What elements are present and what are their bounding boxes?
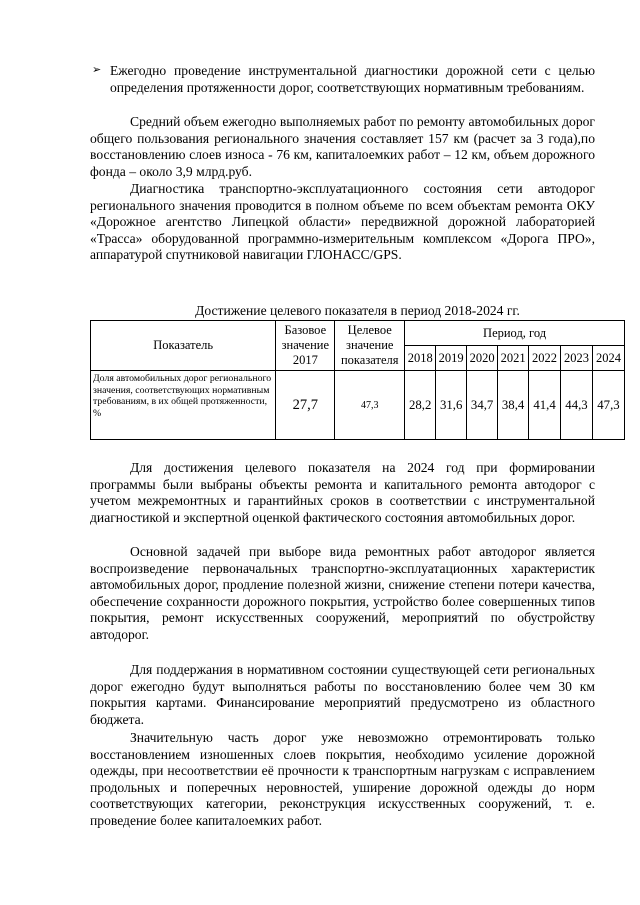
target-value: 47,3	[335, 371, 405, 440]
header-year: 2023	[561, 346, 593, 371]
header-year: 2021	[498, 346, 529, 371]
header-indicator: Показатель	[91, 321, 276, 371]
table-row	[91, 371, 625, 440]
year-value: 31,6	[436, 371, 467, 440]
header-period: Период, год	[405, 321, 625, 346]
arrow-bullet-icon: ➢	[92, 64, 102, 76]
header-year: 2022	[529, 346, 561, 371]
paragraph-maintenance: Для поддержания в нормативном состоянии существующей сети региональных дорог ежегодно будут выполняться работы по восстановлению более чем 30 км покрытия картами. Финансирование мероприятий предусмотрено из областного бюджета.	[90, 662, 595, 727]
header-base: Базовое значение 2017	[276, 321, 335, 371]
base-value: 27,7	[276, 371, 335, 440]
year-value: 44,3	[561, 371, 593, 440]
year-value: 47,3	[592, 371, 624, 440]
year-value: 34,7	[467, 371, 498, 440]
header-year: 2020	[467, 346, 498, 371]
header-year: 2019	[436, 346, 467, 371]
paragraph-diagnostics: Диагностика транспортно-эксплуатационного состояния сети автодорог регионального значения проводится в полном объеме по всем объектам ремонта ОКУ «Дорожное агентство Липецкой области» передвижной дорожной лабораторией «Трасса» оборудованной программно-измерительным комплексом «Дорога ПРО», аппаратурой спутниковой навигации ГЛОНАСС/GPS.	[90, 181, 595, 263]
bullet-item	[90, 63, 595, 96]
year-value: 28,2	[405, 371, 436, 440]
indicator-table	[90, 320, 625, 440]
indicator-name: Доля автомобильных дорог регионального значения, соответствующих нормативным требованиям, в их общей протяженности, %	[91, 371, 276, 440]
year-value: 38,4	[498, 371, 529, 440]
paragraph-target-achievement: Для достижения целевого показателя на 2024 год при формировании программы были выбраны объекты ремонта и капитального ремонта автодорог с учетом межремонтных и гарантийных сроков в соответствии с инструментальной диагностикой и экспертной оценкой фактического состояния автомобильных дорог.	[90, 460, 595, 525]
header-year: 2024	[592, 346, 624, 371]
header-target: Целевое значение показателя	[335, 321, 405, 371]
bullet-text: Ежегодно проведение инструментальной диагностики дорожной сети с целью определения протяженности дорог, соответствующих нормативным требованиям.	[110, 63, 595, 95]
year-value: 41,4	[529, 371, 561, 440]
paragraph-major-repairs: Значительную часть дорог уже невозможно отремонтировать только восстановлением изношенных слоев покрытия, необходимо усиление дорожной одежды, при несоответствии её прочности к транспортным нагрузкам с исправлением продольных и поперечных неровностей, уширение дорожной одежды до норм соответствующих категории, реконструкция искусственных сооружений, т. е. проведение более капиталоемких работ.	[90, 730, 595, 828]
table-caption: Достижение целевого показателя в период 2018-2024 гг.	[195, 303, 520, 318]
paragraph-main-task: Основной задачей при выборе вида ремонтных работ автодорог является воспроизведение первоначальных транспортно-эксплуатационных характеристик автомобильных дорог, продление полезной жизни, снижение степени потери качества, обеспечение сохранности дорожного покрытия, устройство более совершенных типов покрытия, ремонт искусственных сооружений, мероприятий по обустройству автодорог.	[90, 544, 595, 642]
header-year: 2018	[405, 346, 436, 371]
paragraph-average-volume: Средний объем ежегодно выполняемых работ по ремонту автомобильных дорог общего пользования регионального значения составляет 157 км (расчет за 3 года),по восстановлению слоев износа - 76 км, капиталоемких работ – 12 км, объем дорожного фонда – около 3,9 млрд.руб.	[90, 114, 595, 179]
